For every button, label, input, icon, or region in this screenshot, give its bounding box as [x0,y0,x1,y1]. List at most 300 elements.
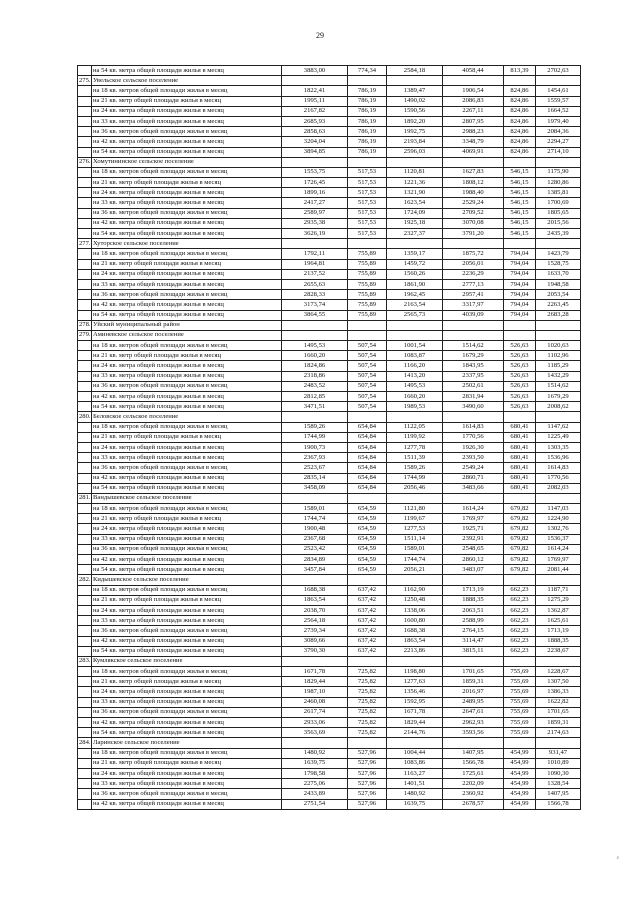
value-cell: 1962,45 [387,290,443,300]
row-number-cell [78,636,92,646]
value-cell: 507,54 [348,392,387,402]
value-cell: 1875,72 [443,249,504,259]
value-cell: 1175,90 [536,167,581,177]
row-label: на 36 кв. метров общей площади жилья в месяц [92,381,282,391]
row-number-cell [78,300,92,310]
row-label: на 33 кв. метра общей площади жилья в месяц [92,616,282,626]
row-label: на 42 кв. метра общей площади жилья в месяц [92,555,282,565]
value-cell: 680,41 [504,422,536,432]
value-cell: 1224,90 [536,514,581,524]
value-cell: 637,42 [348,626,387,636]
value-cell: 454,99 [504,748,536,758]
value-cell: 725,82 [348,697,387,707]
value-cell: 679,82 [504,514,536,524]
value-cell: 2988,23 [443,127,504,137]
value-cell: 786,19 [348,147,387,157]
value-cell: 1187,71 [536,585,581,595]
value-cell: 1843,95 [443,361,504,371]
section-title: Кидышевское сельское поселение [92,575,282,585]
value-cell: 1888,35 [443,595,504,605]
table-row [78,198,581,208]
value-cell: 637,42 [348,616,387,626]
value-cell: 755,89 [348,310,387,320]
value-cell: 3089,66 [282,636,348,646]
value-cell: 3070,08 [443,218,504,228]
row-number-cell [78,779,92,789]
table-row [78,137,581,147]
value-cell: 725,82 [348,667,387,677]
value-cell: 2777,13 [443,279,504,289]
row-number-cell [78,595,92,605]
empty-cell [387,493,443,503]
value-cell: 1307,50 [536,677,581,687]
row-label: на 24 кв. метра общей площади жилья в месяц [92,442,282,452]
value-cell: 507,54 [348,371,387,381]
row-number-cell [78,697,92,707]
value-cell: 786,19 [348,96,387,106]
value-cell: 1987,10 [282,687,348,697]
empty-cell [443,575,504,585]
value-cell: 2764,15 [443,626,504,636]
row-label: на 21 кв. метр общей площади жилья в месяц [92,96,282,106]
row-label: на 36 кв. метров общей площади жилья в месяц [92,789,282,799]
value-cell: 507,54 [348,361,387,371]
empty-cell [536,738,581,748]
value-cell: 654,59 [348,504,387,514]
value-cell: 1770,56 [443,432,504,442]
row-number-cell [78,728,92,738]
page-number: 29 [316,31,324,40]
empty-cell [348,493,387,503]
value-cell: 824,86 [504,127,536,137]
value-cell: 3458,09 [282,483,348,493]
value-cell: 1625,61 [536,616,581,626]
value-cell: 2596,03 [387,147,443,157]
value-cell: 662,23 [504,646,536,656]
row-label: на 18 кв. метров общей площади жилья в месяц [92,748,282,758]
empty-cell [282,412,348,422]
value-cell: 3204,04 [282,137,348,147]
value-cell: 1829,44 [387,718,443,728]
empty-cell [348,330,387,340]
value-cell: 1459,72 [387,259,443,269]
table-row [78,249,581,259]
row-number-cell [78,605,92,615]
row-label: на 33 кв. метра общей площади жилья в месяц [92,116,282,126]
row-number-cell [78,106,92,116]
section-number: 276. [78,157,92,167]
row-number-cell [78,463,92,473]
value-cell: 1964,81 [282,259,348,269]
value-cell: 2714,10 [536,147,581,157]
value-cell: 3815,11 [443,646,504,656]
value-cell: 1401,51 [387,779,443,789]
value-cell: 2523,67 [282,463,348,473]
table-row [78,392,581,402]
value-cell: 527,96 [348,779,387,789]
section-number: 283. [78,656,92,666]
row-label: на 54 кв. метра общей площади жилья в месяц [92,402,282,412]
row-number-cell [78,514,92,524]
value-cell: 2213,86 [387,646,443,656]
value-cell: 654,59 [348,534,387,544]
value-cell: 725,82 [348,677,387,687]
empty-cell [443,493,504,503]
value-cell: 1553,75 [282,167,348,177]
value-cell: 2167,82 [282,106,348,116]
table-row [78,453,581,463]
row-number-cell [78,442,92,452]
row-number-cell [78,259,92,269]
value-cell: 1639,75 [282,758,348,768]
row-number-cell [78,748,92,758]
value-cell: 2337,95 [443,371,504,381]
row-label: на 42 кв. метра общей площади жилья в месяц [92,473,282,483]
row-label: на 36 кв. метров общей площади жилья в месяц [92,626,282,636]
row-number-cell [78,768,92,778]
empty-cell [443,412,504,422]
empty-cell [348,412,387,422]
row-label: на 24 кв. метра общей площади жилья в месяц [92,106,282,116]
value-cell: 1321,90 [387,188,443,198]
empty-cell [443,330,504,340]
empty-cell [504,412,536,422]
row-number-cell [78,218,92,228]
value-cell: 507,54 [348,402,387,412]
value-cell: 2933,06 [282,718,348,728]
section-header-row [78,575,581,585]
table-row [78,290,581,300]
empty-cell [387,320,443,330]
value-cell: 1744,99 [282,432,348,442]
value-cell: 3114,47 [443,636,504,646]
row-label: на 21 кв. метр общей площади жилья в месяц [92,758,282,768]
row-number-cell [78,116,92,126]
tariff-table [77,65,581,810]
value-cell: 680,41 [504,442,536,452]
table-row [78,127,581,137]
value-cell: 786,19 [348,86,387,96]
value-cell: 680,41 [504,483,536,493]
table-row [78,371,581,381]
section-header-row [78,738,581,748]
row-label: на 18 кв. метров общей площади жилья в месяц [92,341,282,351]
section-number: 282. [78,575,92,585]
value-cell: 654,84 [348,453,387,463]
value-cell: 725,82 [348,687,387,697]
value-cell: 654,59 [348,524,387,534]
table-row [78,595,581,605]
value-cell: 679,82 [504,534,536,544]
row-label: на 54 кв. метра общей площади жилья в месяц [92,483,282,493]
value-cell: 2084,36 [536,127,581,137]
value-cell: 526,63 [504,371,536,381]
value-cell: 3483,07 [443,565,504,575]
section-header-row [78,157,581,167]
value-cell: 2417,27 [282,198,348,208]
value-cell: 1792,11 [282,249,348,259]
value-cell: 755,69 [504,697,536,707]
row-number-cell [78,381,92,391]
row-label: на 54 кв. метра общей площади жилья в месяц [92,310,282,320]
empty-cell [536,330,581,340]
row-label: на 18 кв. метров общей площади жилья в месяц [92,504,282,514]
value-cell: 2016,97 [443,687,504,697]
row-number-cell [78,565,92,575]
value-cell: 1989,53 [387,402,443,412]
value-cell: 546,15 [504,198,536,208]
value-cell: 1221,36 [387,178,443,188]
row-label: на 21 кв. метр общей площади жилья в месяц [92,432,282,442]
value-cell: 2082,03 [536,483,581,493]
table-row [78,544,581,554]
row-label: на 18 кв. метров общей площади жилья в месяц [92,422,282,432]
empty-cell [282,239,348,249]
value-cell: 755,69 [504,707,536,717]
value-cell: 654,84 [348,473,387,483]
value-cell: 2548,65 [443,544,504,554]
value-cell: 526,63 [504,392,536,402]
value-cell: 794,04 [504,249,536,259]
value-cell: 527,96 [348,768,387,778]
value-cell: 2163,54 [387,300,443,310]
value-cell: 2523,42 [282,544,348,554]
value-cell: 1389,47 [387,86,443,96]
value-cell: 1338,06 [387,605,443,615]
row-number-cell [78,96,92,106]
value-cell: 1536,37 [536,534,581,544]
value-cell: 755,89 [348,279,387,289]
value-cell: 680,41 [504,463,536,473]
value-cell: 1536,96 [536,453,581,463]
value-cell: 1859,31 [536,718,581,728]
value-cell: 1713,19 [536,626,581,636]
row-number-cell [78,310,92,320]
section-number: 281. [78,493,92,503]
section-title: Хомутининское сельское поселение [92,157,282,167]
value-cell: 1001,54 [387,341,443,351]
table-row [78,188,581,198]
value-cell: 3483,66 [443,483,504,493]
empty-cell [348,575,387,585]
value-cell: 1277,63 [387,677,443,687]
value-cell: 2962,93 [443,718,504,728]
table-row [78,381,581,391]
value-cell: 1701,65 [443,667,504,677]
table-row [78,66,581,76]
empty-cell [348,157,387,167]
value-cell: 824,86 [504,137,536,147]
row-label: на 33 кв. метра общей площади жилья в месяц [92,371,282,381]
value-cell: 725,82 [348,728,387,738]
section-title: Вандышевское сельское поселение [92,493,282,503]
empty-cell [536,575,581,585]
empty-cell [504,320,536,330]
table-row [78,677,581,687]
table-row [78,86,581,96]
value-cell: 2935,38 [282,218,348,228]
row-label: на 24 кв. метра общей площади жилья в месяц [92,269,282,279]
table-row [78,718,581,728]
empty-cell [504,76,536,86]
value-cell: 2502,61 [443,381,504,391]
empty-cell [443,656,504,666]
row-label: на 36 кв. метров общей площади жилья в месяц [92,707,282,717]
value-cell: 1083,87 [387,351,443,361]
value-cell: 1679,29 [536,392,581,402]
row-label: на 42 кв. метра общей площади жилья в месяц [92,636,282,646]
value-cell: 680,41 [504,453,536,463]
value-cell: 1724,09 [387,208,443,218]
value-cell: 1228,67 [536,667,581,677]
section-header-row [78,412,581,422]
table-row [78,96,581,106]
row-number-cell [78,167,92,177]
empty-cell [282,320,348,330]
value-cell: 517,53 [348,218,387,228]
row-label: на 36 кв. метров общей площади жилья в месяц [92,127,282,137]
table-row [78,310,581,320]
table-row [78,473,581,483]
value-cell: 517,53 [348,188,387,198]
empty-cell [387,157,443,167]
row-label: на 24 кв. метра общей площади жилья в месяц [92,605,282,615]
value-cell: 1808,12 [443,178,504,188]
empty-cell [536,157,581,167]
corner-mark: c [617,856,620,861]
value-cell: 3883,00 [282,66,348,76]
value-cell: 1120,81 [387,167,443,177]
value-cell: 1280,86 [536,178,581,188]
value-cell: 1744,99 [387,473,443,483]
value-cell: 786,19 [348,106,387,116]
value-cell: 1589,01 [282,504,348,514]
value-cell: 2008,62 [536,402,581,412]
value-cell: 3864,55 [282,310,348,320]
table-row [78,514,581,524]
empty-cell [282,656,348,666]
table-row [78,585,581,595]
empty-cell [443,320,504,330]
row-number-cell [78,534,92,544]
value-cell: 454,99 [504,758,536,768]
value-cell: 1495,53 [282,341,348,351]
value-cell: 2565,73 [387,310,443,320]
value-cell: 1385,81 [536,188,581,198]
value-cell: 1948,58 [536,279,581,289]
row-number-cell [78,290,92,300]
value-cell: 1600,80 [387,616,443,626]
value-cell: 2086,83 [443,96,504,106]
value-cell: 2460,08 [282,697,348,707]
value-cell: 1559,57 [536,96,581,106]
value-cell: 1627,83 [443,167,504,177]
row-number-cell [78,667,92,677]
value-cell: 1700,69 [536,198,581,208]
value-cell: 824,86 [504,147,536,157]
value-cell: 637,42 [348,646,387,656]
value-cell: 517,53 [348,229,387,239]
row-label: на 18 кв. метров общей площади жилья в месяц [92,86,282,96]
value-cell: 794,04 [504,259,536,269]
empty-cell [282,157,348,167]
row-label: на 42 кв. метра общей площади жилья в месяц [92,718,282,728]
value-cell: 1185,29 [536,361,581,371]
table-row [78,279,581,289]
value-cell: 4058,44 [443,66,504,76]
value-cell: 2549,24 [443,463,504,473]
value-cell: 654,84 [348,442,387,452]
table-row [78,167,581,177]
row-number-cell [78,198,92,208]
row-label: на 33 кв. метра общей площади жилья в месяц [92,534,282,544]
empty-cell [504,239,536,249]
table-row [78,636,581,646]
value-cell: 2483,52 [282,381,348,391]
value-cell: 786,19 [348,127,387,137]
value-cell: 2489,95 [443,697,504,707]
value-cell: 2828,33 [282,290,348,300]
value-cell: 1614,83 [536,463,581,473]
row-number-cell [78,585,92,595]
value-cell: 2831,94 [443,392,504,402]
empty-cell [282,738,348,748]
value-cell: 2367,68 [282,534,348,544]
value-cell: 654,84 [348,432,387,442]
table-row [78,269,581,279]
table-row [78,748,581,758]
value-cell: 546,15 [504,208,536,218]
value-cell: 2294,27 [536,137,581,147]
value-cell: 1822,41 [282,86,348,96]
value-cell: 679,82 [504,565,536,575]
value-cell: 3894,85 [282,147,348,157]
value-cell: 2056,21 [387,565,443,575]
value-cell: 2360,92 [443,789,504,799]
empty-cell [282,76,348,86]
value-cell: 2433,89 [282,789,348,799]
section-number: 278. [78,320,92,330]
empty-cell [348,76,387,86]
section-title: Хуторское сельское поселение [92,239,282,249]
value-cell: 2529,24 [443,198,504,208]
row-label: на 21 кв. метр общей площади жилья в месяц [92,677,282,687]
value-cell: 755,69 [504,687,536,697]
value-cell: 637,42 [348,585,387,595]
value-cell: 654,59 [348,555,387,565]
value-cell: 1199,67 [387,514,443,524]
value-cell: 1614,24 [536,544,581,554]
empty-cell [282,493,348,503]
table-row [78,483,581,493]
value-cell: 526,63 [504,341,536,351]
empty-cell [536,239,581,249]
value-cell: 1511,39 [387,453,443,463]
value-cell: 2957,41 [443,290,504,300]
value-cell: 1454,61 [536,86,581,96]
value-cell: 1861,90 [387,279,443,289]
value-cell: 517,53 [348,198,387,208]
section-title: Ларинское сельское поселение [92,738,282,748]
value-cell: 3490,60 [443,402,504,412]
value-cell: 1726,45 [282,178,348,188]
value-cell: 1671,78 [387,707,443,717]
row-label: на 33 кв. метра общей площади жилья в месяц [92,279,282,289]
table-row [78,779,581,789]
value-cell: 824,86 [504,106,536,116]
row-number-cell [78,544,92,554]
value-cell: 1162,90 [387,585,443,595]
